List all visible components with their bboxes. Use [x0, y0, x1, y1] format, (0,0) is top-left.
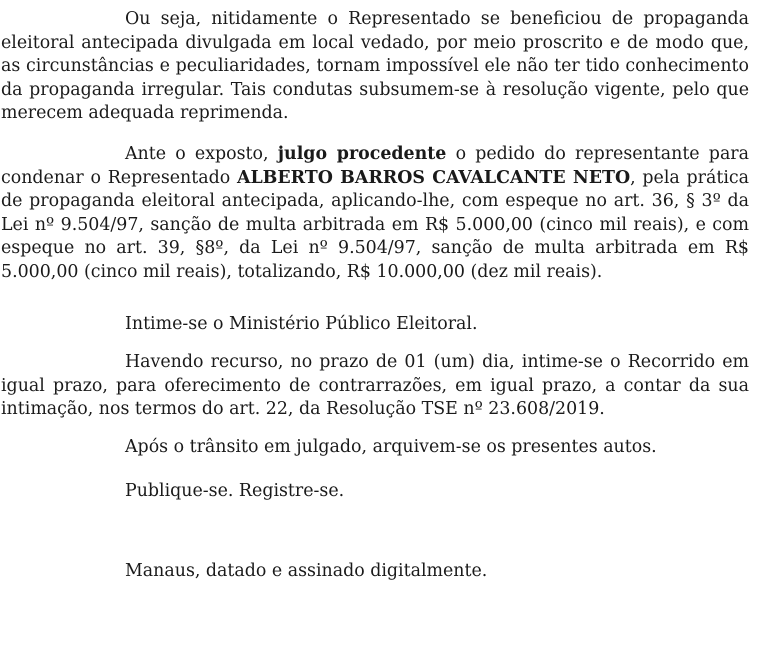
decision-text-intro: Ante o exposto, — [125, 144, 278, 164]
paragraph-archive: Após o trânsito em julgado, arquivem-se os presentes autos. — [125, 437, 657, 457]
decision-verdict: julgo procedente — [277, 144, 447, 164]
paragraph-publish: Publique-se. Registre-se. — [125, 481, 345, 501]
paragraph-notify-prosecutor: Intime-se o Ministério Público Eleitoral. — [125, 314, 478, 334]
paragraph-reasoning: Ou seja, nitidamente o Representado se beneficiou de propaganda eleitoral antecipada divulgada em local vedado, por meio proscrito e de modo que, as circunstâncias e peculiaridades, tornam impossível ele não ter tido conhecimento da propaganda irregular. Tais condutas subsumem-se à resolução vigente, pelo que merecem adequada reprimenda. — [1, 9, 749, 123]
paragraph-decision — [1, 143, 749, 284]
decision-text-penalty: , pela prática de propaganda eleitoral antecipada, aplicando-lhe, com espeque no art. 36, § 3º da Lei nº 9.504/97, sanção de multa arbitrada em R$ 5.000,00 (cinco mil reais), e com espeque no art. 39, §8º, da Lei nº 9.504/97, sanção de multa arbitrada em R$ 5.000,00 (cinco mil reais), totalizando, R$ 10.000,00 (dez mil reais). — [1, 167, 749, 282]
paragraph-place-date: Manaus, datado e assinado digitalmente. — [125, 561, 488, 581]
paragraph-appeal: Havendo recurso, no prazo de 01 (um) dia, intime-se o Recorrido em igual prazo, para oferecimento de contrarrazões, em igual prazo, a contar da sua intimação, nos termos do art. 22, da Resolução TSE nº 23.608/2019. — [1, 352, 749, 419]
defendant-name: ALBERTO BARROS CAVALCANTE NETO — [236, 167, 631, 188]
decision-text-middle: o pedido do representante para condenar o Representado — [1, 144, 749, 188]
